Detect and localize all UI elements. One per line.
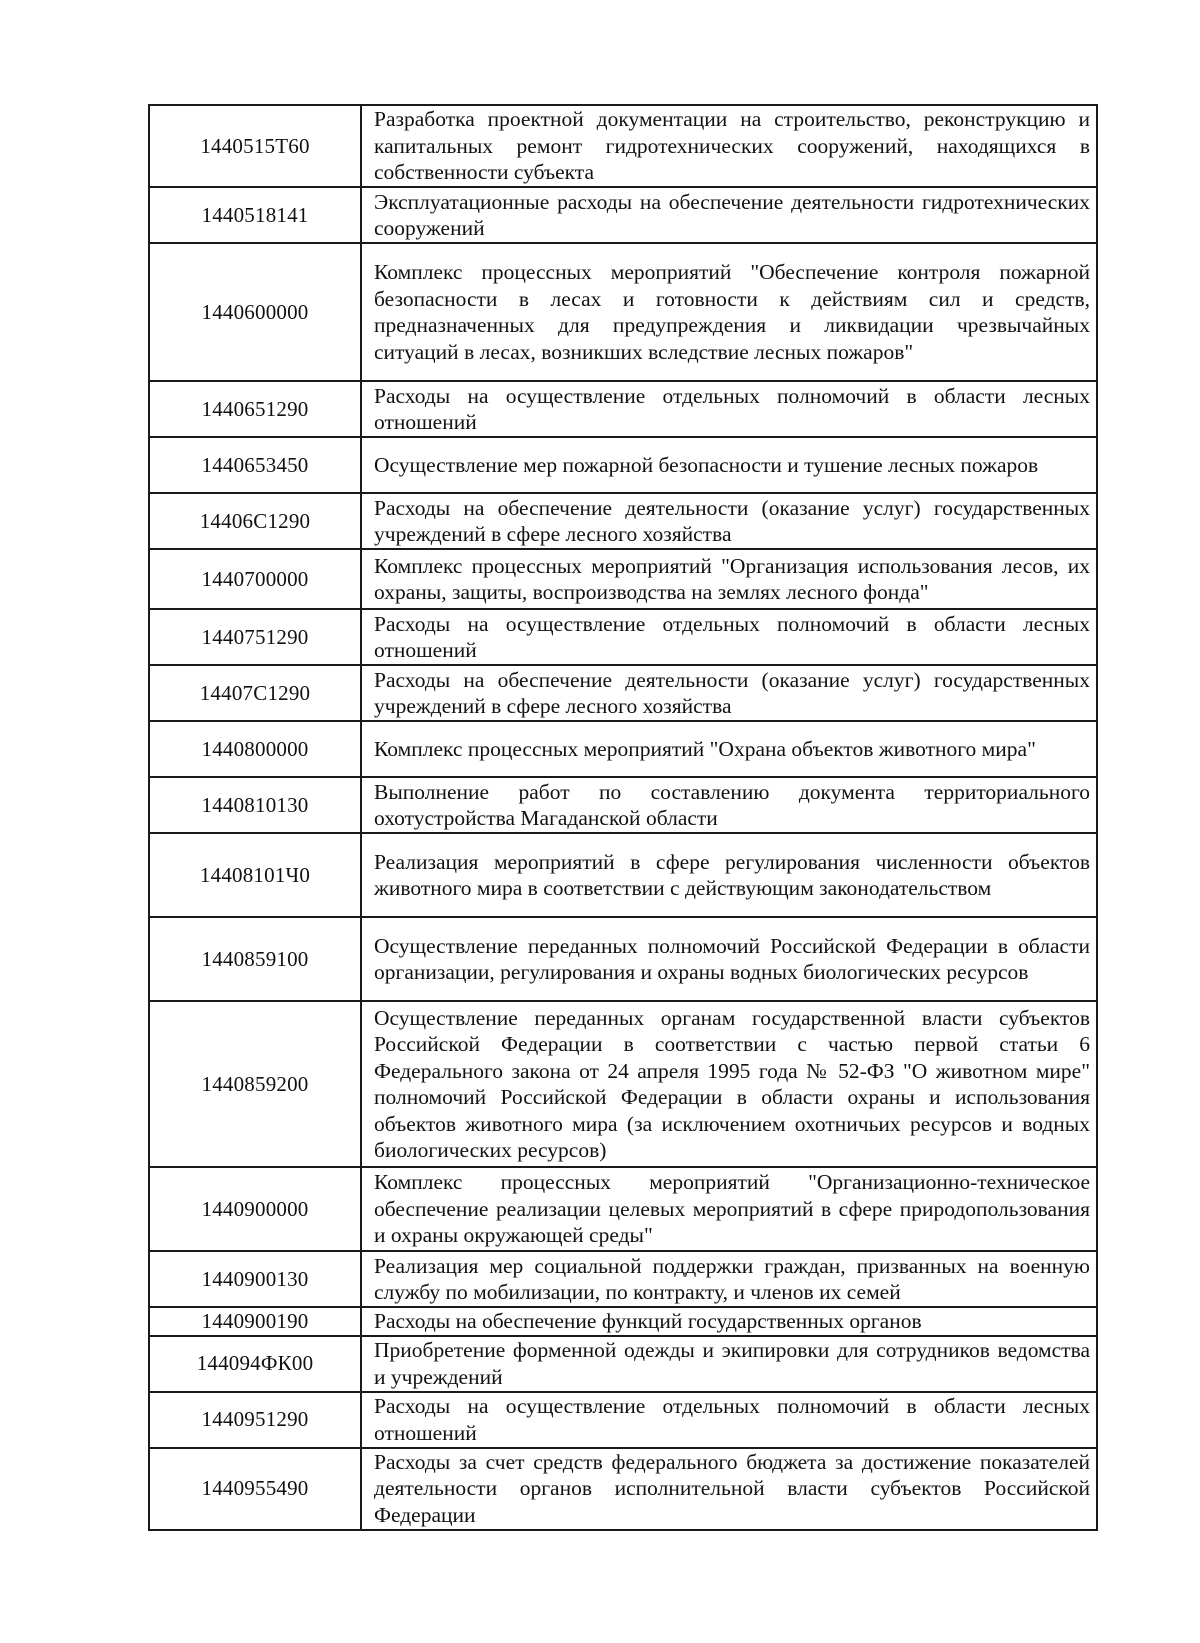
row-code: 1440700000 xyxy=(149,549,361,609)
table-row xyxy=(149,1001,1097,1167)
row-code: 1440653450 xyxy=(149,437,361,493)
row-description: Комплекс процессных мероприятий "Охрана объектов животного мира" xyxy=(361,721,1097,777)
row-description: Расходы за счет средств федерального бюджета за достижение показателей деятельности органов исполнительной власти субъектов Российской Федерации xyxy=(361,1448,1097,1530)
row-code: 1440955490 xyxy=(149,1448,361,1530)
row-description: Осуществление переданных полномочий Российской Федерации в области организации, регулирования и охраны водных биологических ресурсов xyxy=(361,917,1097,1001)
table-row xyxy=(149,917,1097,1001)
row-description: Выполнение работ по составлению документа территориального охотустройства Магаданской области xyxy=(361,777,1097,833)
budget-code-table xyxy=(148,104,1098,1531)
table-row xyxy=(149,1448,1097,1530)
row-code: 1440951290 xyxy=(149,1392,361,1448)
row-description: Разработка проектной документации на строительство, реконструкцию и капитальных ремонт гидротехнических сооружений, находящихся в собственности субъекта xyxy=(361,105,1097,187)
row-description: Расходы на обеспечение деятельности (оказание услуг) государственных учреждений в сфере лесного хозяйства xyxy=(361,665,1097,721)
row-code: 1440859100 xyxy=(149,917,361,1001)
table-row xyxy=(149,549,1097,609)
table-row xyxy=(149,1392,1097,1448)
row-description: Комплекс процессных мероприятий "Обеспечение контроля пожарной безопасности в лесах и готовности к действиям сил и средств, предназначенных для предупреждения и ликвидации чрезвычайных ситуаций в лесах, возникших вследствие лесных пожаров" xyxy=(361,243,1097,381)
row-description: Реализация мер социальной поддержки граждан, призванных на военную службу по мобилизации, по контракту, и членов их семей xyxy=(361,1251,1097,1307)
row-description: Реализация мероприятий в сфере регулирования численности объектов животного мира в соответствии с действующим законодательством xyxy=(361,833,1097,917)
row-description: Приобретение форменной одежды и экипировки для сотрудников ведомства и учреждений xyxy=(361,1336,1097,1392)
row-description: Эксплуатационные расходы на обеспечение деятельности гидротехнических сооружений xyxy=(361,187,1097,243)
table-row xyxy=(149,187,1097,243)
row-code: 1440518141 xyxy=(149,187,361,243)
table-body xyxy=(149,105,1097,1530)
row-code: 1440900190 xyxy=(149,1307,361,1336)
table-row xyxy=(149,493,1097,549)
row-code: 1440600000 xyxy=(149,243,361,381)
row-description: Осуществление мер пожарной безопасности и тушение лесных пожаров xyxy=(361,437,1097,493)
row-description: Расходы на обеспечение деятельности (оказание услуг) государственных учреждений в сфере лесного хозяйства xyxy=(361,493,1097,549)
table-row xyxy=(149,665,1097,721)
table-row xyxy=(149,833,1097,917)
row-description: Осуществление переданных органам государственной власти субъектов Российской Федерации в соответствии с частью первой статьи 6 Федерального закона от 24 апреля 1995 года № 52-ФЗ "О животном мире" полномочий Российской Федерации в области охраны и использования объектов животного мира (за исключением охотничьих ресурсов и водных биологических ресурсов) xyxy=(361,1001,1097,1167)
row-code: 14407С1290 xyxy=(149,665,361,721)
row-description: Расходы на осуществление отдельных полномочий в области лесных отношений xyxy=(361,609,1097,665)
table-row xyxy=(149,777,1097,833)
row-code: 1440900130 xyxy=(149,1251,361,1307)
row-code: 1440900000 xyxy=(149,1167,361,1251)
table-row xyxy=(149,1167,1097,1251)
table-row xyxy=(149,437,1097,493)
row-code: 14406С1290 xyxy=(149,493,361,549)
row-description: Комплекс процессных мероприятий "Организационно-техническое обеспечение реализации целевых мероприятий в сфере природопользования и охраны окружающей среды" xyxy=(361,1167,1097,1251)
table-row xyxy=(149,609,1097,665)
row-code: 1440800000 xyxy=(149,721,361,777)
table-row xyxy=(149,721,1097,777)
row-code: 1440859200 xyxy=(149,1001,361,1167)
row-code: 1440651290 xyxy=(149,381,361,437)
table-row xyxy=(149,1307,1097,1336)
row-code: 14408101Ч0 xyxy=(149,833,361,917)
table-row xyxy=(149,1336,1097,1392)
row-description: Расходы на осуществление отдельных полномочий в области лесных отношений xyxy=(361,1392,1097,1448)
table-row xyxy=(149,105,1097,187)
row-code: 1440751290 xyxy=(149,609,361,665)
table-row xyxy=(149,1251,1097,1307)
row-description: Расходы на обеспечение функций государственных органов xyxy=(361,1307,1097,1336)
row-description: Комплекс процессных мероприятий "Организация использования лесов, их охраны, защиты, воспроизводства на землях лесного фонда" xyxy=(361,549,1097,609)
row-code: 1440515Т60 xyxy=(149,105,361,187)
table-row xyxy=(149,381,1097,437)
row-description: Расходы на осуществление отдельных полномочий в области лесных отношений xyxy=(361,381,1097,437)
table-row xyxy=(149,243,1097,381)
row-code: 144094ФК00 xyxy=(149,1336,361,1392)
row-code: 1440810130 xyxy=(149,777,361,833)
